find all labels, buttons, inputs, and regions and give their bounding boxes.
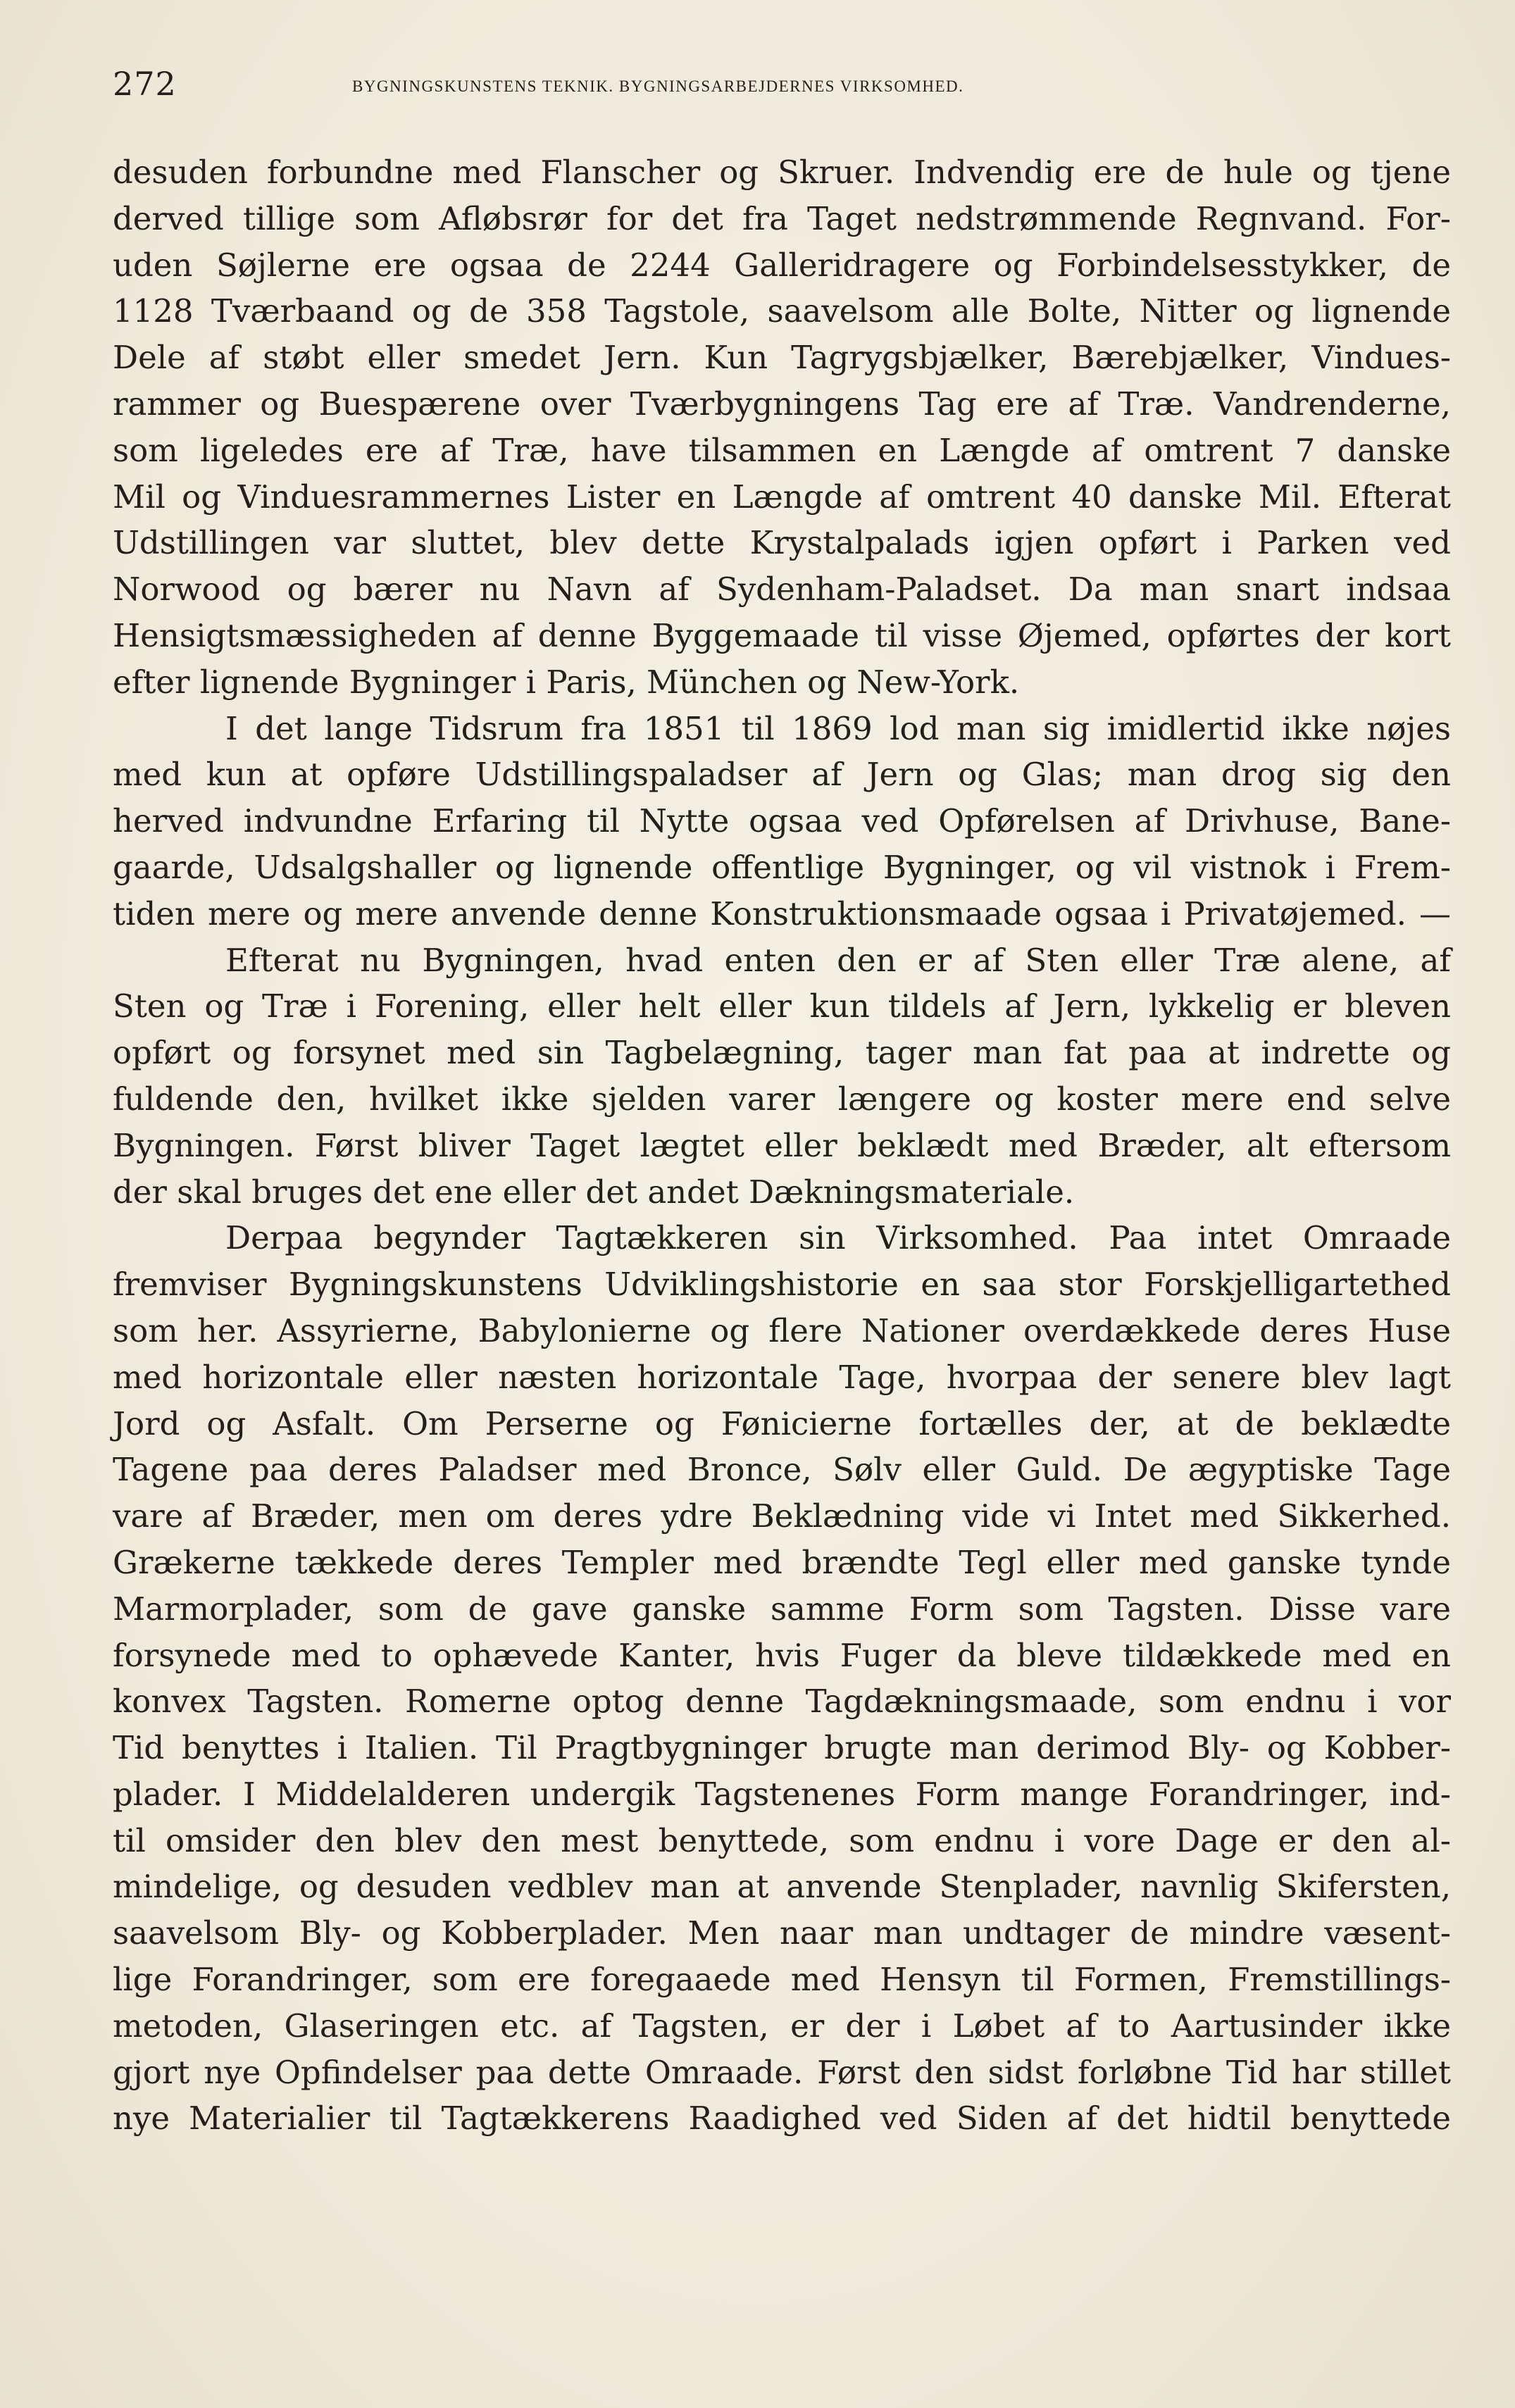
text-line: gaarde, Udsalgshaller og lignende offentlige Bygninger, og vil vistnok i Frem- bbox=[113, 848, 1451, 886]
text-line: fremviser Bygningskunstens Udviklingshistorie en saa stor Forskjelligartethed bbox=[113, 1266, 1451, 1304]
text-line: opført og forsynet med sin Tagbelægning, tager man fat paa at indrette og bbox=[113, 1034, 1451, 1072]
text-line: vare af Bræder, men om deres ydre Beklædning vide vi Intet med Sikkerhed. bbox=[113, 1497, 1451, 1535]
text-line: uden Søjlerne ere ogsaa de 2244 Galleridragere og Forbindelsesstykker, de bbox=[113, 246, 1451, 284]
text-line: tiden mere og mere anvende denne Konstruktionsmaade ogsaa i Privatøjemed. — bbox=[113, 894, 1451, 932]
text-line: Efterat nu Bygningen, hvad enten den er af Sten eller Træ alene, af bbox=[225, 941, 1451, 979]
text-line: plader. I Middelalderen undergik Tagstenenes Form mange Forandringer, ind- bbox=[113, 1775, 1451, 1813]
text-line: Tid benyttes i Italien. Til Pragtbygninger brugte man derimod Bly- og Kobber- bbox=[113, 1729, 1451, 1767]
text-line: saavelsom Bly- og Kobberplader. Men naar man undtager de mindre væsent- bbox=[113, 1914, 1451, 1952]
text-line: I det lange Tidsrum fra 1851 til 1869 lod man sig imidlertid ikke nøjes bbox=[225, 709, 1451, 747]
text-line: gjort nye Opfindelser paa dette Omraade. Først den sidst forløbne Tid har stillet bbox=[113, 2053, 1451, 2091]
text-line: desuden forbundne med Flanscher og Skruer. Indvendig ere de hule og tjene bbox=[113, 154, 1451, 191]
text-line: mindelige, og desuden vedblev man at anvende Stenplader, navnlig Skifersten, bbox=[113, 1868, 1451, 1906]
text-line: Jord og Asfalt. Om Perserne og Fønicierne fortælles der, at de beklædte bbox=[113, 1404, 1451, 1442]
text-line: med horizontale eller næsten horizontale Tage, hvorpaa der senere blev lagt bbox=[113, 1358, 1451, 1396]
text-line: med kun at opføre Udstillingspaladser af Jern og Glas; man drog sig den bbox=[113, 756, 1451, 794]
text-line bbox=[113, 2142, 1451, 2188]
text-line: forsynede med to ophævede Kanter, hvis Fuger da bleve tildækkede med en bbox=[113, 1636, 1451, 1674]
text-line: der skal bruges det ene eller det andet Dækningsmateriale. bbox=[113, 1173, 1075, 1211]
text-line: konvex Tagsten. Romerne optog denne Tagdækningsmaade, som endnu i vor bbox=[113, 1683, 1451, 1721]
text-line: lige Forandringer, som ere foregaaede med Hensyn til Formen, Fremstillings- bbox=[113, 1961, 1451, 1999]
text-line: 1128 Tværbaand og de 358 Tagstole, saavelsom alle Bolte, Nitter og lignende bbox=[113, 292, 1451, 330]
text-line: herved indvundne Erfaring til Nytte ogsaa ved Opførelsen af Drivhuse, Bane- bbox=[113, 802, 1451, 840]
text-line: Sten og Træ i Forening, eller helt eller kun tildels af Jern, lykkelig er bleven bbox=[113, 987, 1451, 1025]
text-line: metoden, Glaseringen etc. af Tagsten, er der i Løbet af to Aartusinder ikke bbox=[113, 2007, 1451, 2045]
text-line: fuldende den, hvilket ikke sjelden varer længere og koster mere end selve bbox=[113, 1080, 1451, 1118]
text-line: Udstillingen var sluttet, blev dette Krystalpalads igjen opført i Parken ved bbox=[113, 524, 1451, 562]
text-line: derved tillige som Afløbsrør for det fra Taget nedstrømmende Regnvand. For- bbox=[113, 199, 1451, 237]
page-number: 272 bbox=[113, 65, 177, 103]
text-line: til omsider den blev den mest benyttede, som endnu i vore Dage er den al- bbox=[113, 1821, 1451, 1859]
text-line: Mil og Vinduesrammernes Lister en Længde af omtrent 40 danske Mil. Efterat bbox=[113, 478, 1451, 516]
text-line: Derpaa begynder Tagtækkeren sin Virksomhed. Paa intet Omraade bbox=[225, 1219, 1451, 1257]
text-line: som her. Assyrierne, Babylonierne og flere Nationer overdækkede deres Huse bbox=[113, 1311, 1451, 1349]
text-line: efter lignende Bygninger i Paris, München og New-York. bbox=[113, 663, 1020, 701]
text-line: Tagene paa deres Paladser med Bronce, Sølv eller Guld. De ægyptiske Tage bbox=[113, 1451, 1451, 1489]
text-line: Marmorplader, som de gave ganske samme Form som Tagsten. Disse vare bbox=[113, 1590, 1451, 1628]
text-line: som ligeledes ere af Træ, have tilsammen en Længde af omtrent 7 danske bbox=[113, 431, 1451, 469]
text-line: Dele af støbt eller smedet Jern. Kun Tagrygsbjælker, Bærebjælker, Vindues- bbox=[113, 339, 1451, 377]
text-line: Grækerne tækkede deres Templer med brændte Tegl eller med ganske tynde bbox=[113, 1543, 1451, 1581]
text-line: Hensigtsmæssigheden af denne Byggemaade til visse Øjemed, opførtes der kort bbox=[113, 616, 1451, 654]
text-line: Norwood og bærer nu Navn af Sydenham-Paladset. Da man snart indsaa bbox=[113, 570, 1451, 609]
body-text bbox=[113, 149, 1451, 2188]
page-header bbox=[113, 65, 1409, 107]
text-line: Bygningen. Først bliver Taget lægtet eller beklædt med Bræder, alt eftersom bbox=[113, 1126, 1451, 1164]
running-head: BYGNINGSKUNSTENS TEKNIK. BYGNINGSARBEJDERNES VIRKSOMHED. bbox=[352, 77, 964, 95]
text-line: nye Materialier til Tagtækkerens Raadighed ved Siden af det hidtil benyttede bbox=[113, 2100, 1451, 2138]
text-line: rammer og Buespærene over Tværbygningens Tag ere af Træ. Vandrenderne, bbox=[113, 385, 1451, 423]
